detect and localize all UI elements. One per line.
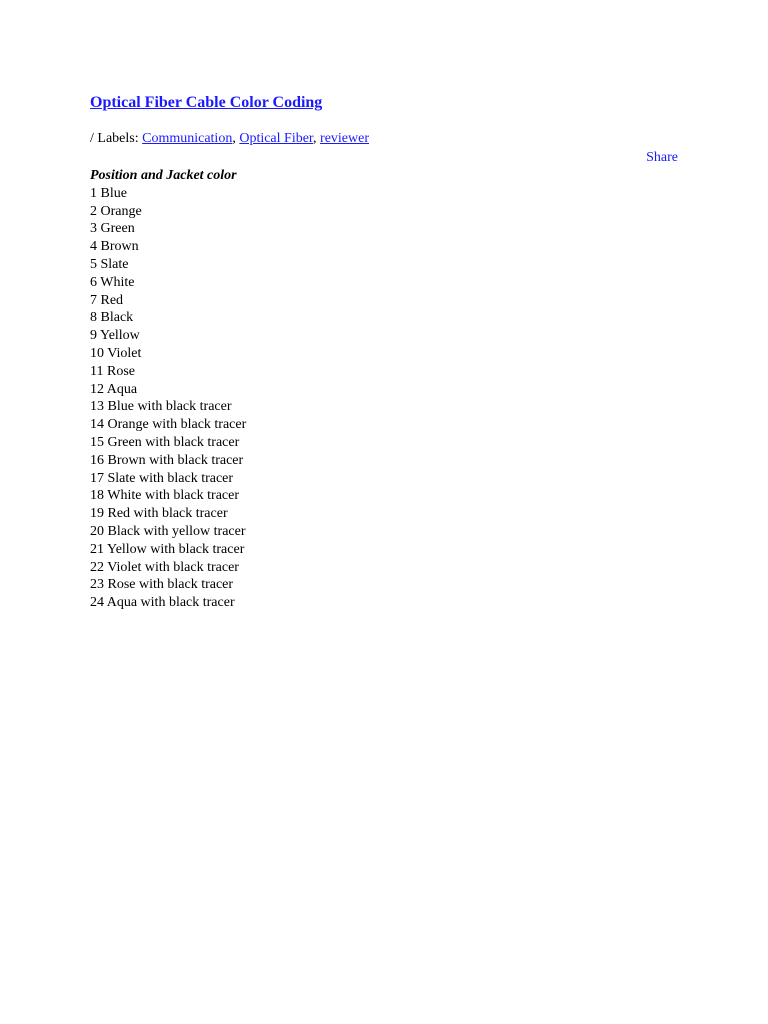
list-item: 15 Green with black tracer bbox=[90, 434, 240, 450]
list-item: 9 Yellow bbox=[90, 328, 140, 344]
blog-post bbox=[90, 92, 690, 612]
list-item: 12 Aqua bbox=[90, 381, 138, 397]
list-item: 2 Orange bbox=[90, 203, 142, 219]
list-item: 18 White with black tracer bbox=[90, 488, 240, 504]
list-item: 17 Slate with black tracer bbox=[90, 470, 234, 486]
list-item: 13 Blue with black tracer bbox=[90, 399, 232, 415]
list-item: 3 Green bbox=[90, 221, 135, 237]
list-item: 8 Black bbox=[90, 310, 134, 326]
list-item: 5 Slate bbox=[90, 256, 129, 272]
label-link-reviewer[interactable]: reviewer bbox=[320, 131, 369, 146]
label-link-optical-fiber[interactable]: Optical Fiber bbox=[239, 131, 314, 146]
list-item: 14 Orange with black tracer bbox=[90, 417, 247, 433]
post-title bbox=[90, 92, 690, 114]
fiber-color-list bbox=[90, 185, 690, 612]
label-link-communication[interactable]: Communication bbox=[142, 131, 233, 146]
list-item: 6 White bbox=[90, 274, 135, 290]
share-row bbox=[90, 149, 690, 167]
share-button[interactable]: Share bbox=[646, 150, 678, 165]
labels-prefix: / Labels: bbox=[90, 131, 143, 146]
labels-line: / Labels: Communication, Optical Fiber, reviewer bbox=[90, 131, 369, 146]
list-item: 11 Rose bbox=[90, 363, 135, 379]
list-item: 7 Red bbox=[90, 292, 124, 308]
list-item: 22 Violet with black tracer bbox=[90, 559, 239, 575]
list-item: 24 Aqua with black tracer bbox=[90, 595, 235, 611]
list-item: 1 Blue bbox=[90, 185, 127, 201]
list-item: 20 Black with yellow tracer bbox=[90, 523, 246, 539]
list-item: 21 Yellow with black tracer bbox=[90, 541, 245, 557]
post-title-link[interactable]: Optical Fiber Cable Color Coding bbox=[90, 94, 323, 111]
list-item: 23 Rose with black tracer bbox=[90, 577, 234, 593]
list-item: 19 Red with black tracer bbox=[90, 506, 228, 522]
list-item: 10 Violet bbox=[90, 345, 142, 361]
list-item: 16 Brown with black tracer bbox=[90, 452, 244, 468]
list-heading: Position and Jacket color bbox=[90, 168, 237, 183]
list-item: 4 Brown bbox=[90, 239, 139, 255]
